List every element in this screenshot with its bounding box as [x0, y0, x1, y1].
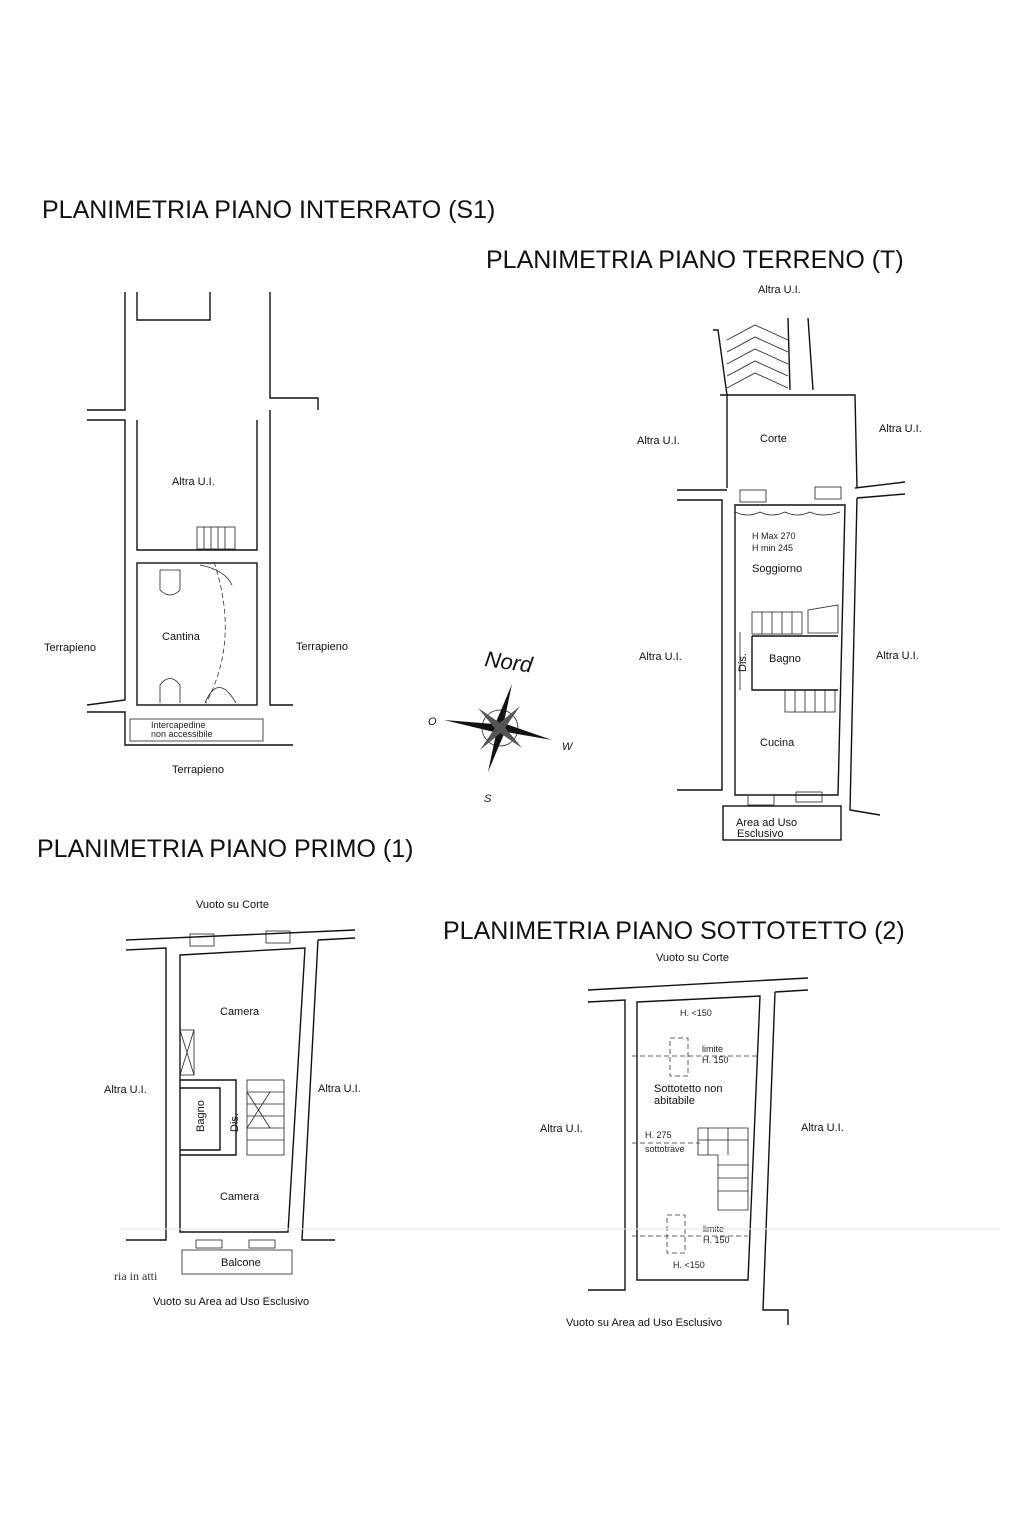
t-label-h-max: H Max 270 — [752, 531, 796, 541]
p2-label-vuoto-top: Vuoto su Corte — [656, 952, 729, 964]
t-wall — [677, 500, 722, 790]
p2-label-vuoto-bottom: Vuoto su Area ad Uso Esclusivo — [566, 1317, 723, 1329]
title-primo: PLANIMETRIA PIANO PRIMO (1) — [37, 835, 414, 863]
t-label-dis: Dis. — [737, 653, 749, 672]
p1-label-vuoto-bottom: Vuoto su Area ad Uso Esclusivo — [153, 1296, 310, 1308]
t-label-esclusivo: Esclusivo — [737, 828, 784, 840]
title-terreno: PLANIMETRIA PIANO TERRENO (T) — [486, 246, 904, 274]
t-stair-landing — [808, 605, 838, 633]
p2-label-h150-limite-bottom: H. 150 — [703, 1235, 730, 1245]
s1-wall — [270, 410, 293, 705]
s1-label-terrapieno-right: Terrapieno — [296, 641, 348, 653]
p2-wall — [775, 990, 808, 992]
t-label-altra-top: Altra U.I. — [758, 284, 801, 296]
compass-label-w: W — [562, 741, 573, 753]
s1-wall — [87, 292, 125, 410]
t-wall — [857, 494, 905, 498]
p1-label-altra-left: Altra U.I. — [104, 1084, 147, 1096]
p1-label-vuoto-top: Vuoto su Corte — [196, 899, 269, 911]
s1-wall — [87, 420, 125, 705]
p1-label-altra-right: Altra U.I. — [318, 1083, 361, 1095]
plan-primo — [104, 899, 361, 1308]
p2-stair — [698, 1128, 748, 1210]
t-label-altra-left: Altra U.I. — [639, 651, 682, 663]
t-label-altra-right: Altra U.I. — [876, 650, 919, 662]
t-label-bagno: Bagno — [769, 653, 801, 665]
p1-label-balcone: Balcone — [221, 1257, 261, 1269]
t-chevron-stair — [727, 325, 788, 388]
t-label-area-uso: Area ad Uso — [736, 817, 798, 829]
p2-label-h150-top: H. <150 — [680, 1008, 712, 1018]
t-wall — [855, 482, 905, 488]
s1-niche — [160, 570, 180, 595]
t-wall — [713, 330, 727, 395]
p2-label-h150-limite-top: H. 150 — [702, 1055, 729, 1065]
t-wall — [808, 318, 813, 390]
t-window — [748, 795, 774, 805]
p2-wall — [588, 978, 808, 990]
plan-interrato — [44, 292, 348, 776]
p2-label-altra-left: Altra U.I. — [540, 1123, 583, 1135]
s1-niche — [160, 679, 180, 704]
p2-label-sottotrave: sottotrave — [645, 1144, 685, 1154]
p2-wall — [763, 992, 788, 1325]
p2-label-h150-bottom: H. <150 — [673, 1260, 705, 1270]
t-label-corte: Corte — [760, 433, 787, 445]
p2-wall — [588, 1000, 625, 1290]
compass-label-o: O — [428, 716, 437, 728]
p1-stair — [247, 1080, 284, 1155]
p1-label-camera-top: Camera — [220, 1006, 260, 1018]
p1-wall — [318, 938, 355, 940]
s1-label-non-accessibile: non accessibile — [151, 729, 213, 739]
t-window — [796, 792, 822, 802]
t-label-cucina: Cucina — [760, 737, 795, 749]
title-interrato: PLANIMETRIA PIANO INTERRATO (S1) — [42, 196, 496, 224]
s1-label-cantina: Cantina — [162, 631, 200, 643]
t-label-soggiorno: Soggiorno — [752, 563, 803, 575]
t-window — [740, 490, 766, 502]
p2-label-h275: H. 275 — [645, 1130, 672, 1140]
s1-label-intercapedine: Intercapedine — [151, 720, 206, 730]
compass-label-nord: Nord — [483, 646, 535, 678]
s1-stair — [197, 527, 235, 549]
p1-wall — [126, 930, 355, 940]
p1-label-bagno: Bagno — [195, 1100, 207, 1132]
compass-rose — [444, 684, 552, 772]
p1-label-dis: Dis. — [229, 1113, 241, 1132]
p1-room-outline — [180, 948, 305, 1232]
compass-label-s: S — [484, 793, 492, 805]
s1-door-swing — [206, 562, 225, 703]
p2-label-limite-bottom: limite — [703, 1224, 725, 1234]
p1-label-camera-bottom: Camera — [220, 1191, 260, 1203]
p2-label-sottotetto: Sottotetto non — [654, 1083, 723, 1095]
p1-window — [196, 1240, 222, 1248]
title-sottotetto: PLANIMETRIA PIANO SOTTOTETTO (2) — [443, 917, 905, 945]
t-wavy-ceiling — [735, 512, 840, 515]
s1-door-arc — [200, 565, 232, 585]
t-label-h-min: H min 245 — [752, 543, 794, 553]
p2-label-abitabile: abitabile — [654, 1095, 695, 1107]
plan-sottotetto — [540, 952, 844, 1329]
p2-label-limite-top: limite — [702, 1044, 724, 1054]
s1-wall — [137, 292, 210, 320]
p1-window — [249, 1240, 275, 1248]
t-label-altra-left-top: Altra U.I. — [637, 435, 680, 447]
s1-label-altra: Altra U.I. — [172, 476, 215, 488]
t-window — [815, 487, 841, 499]
p1-note-atti: ria in atti — [114, 1269, 158, 1283]
s1-wall — [270, 292, 318, 410]
plan-terreno — [637, 284, 922, 840]
p2-skylight-top — [670, 1038, 688, 1076]
p2-skylight-bottom — [667, 1215, 685, 1253]
p2-label-altra-right: Altra U.I. — [801, 1122, 844, 1134]
s1-label-terrapieno-left: Terrapieno — [44, 642, 96, 654]
s1-label-terrapieno-bottom: Terrapieno — [172, 764, 224, 776]
p1-bagno-wall — [180, 1080, 236, 1155]
t-label-altra-right-top: Altra U.I. — [879, 423, 922, 435]
t-wall — [788, 318, 790, 390]
t-corte-wall — [720, 395, 857, 488]
